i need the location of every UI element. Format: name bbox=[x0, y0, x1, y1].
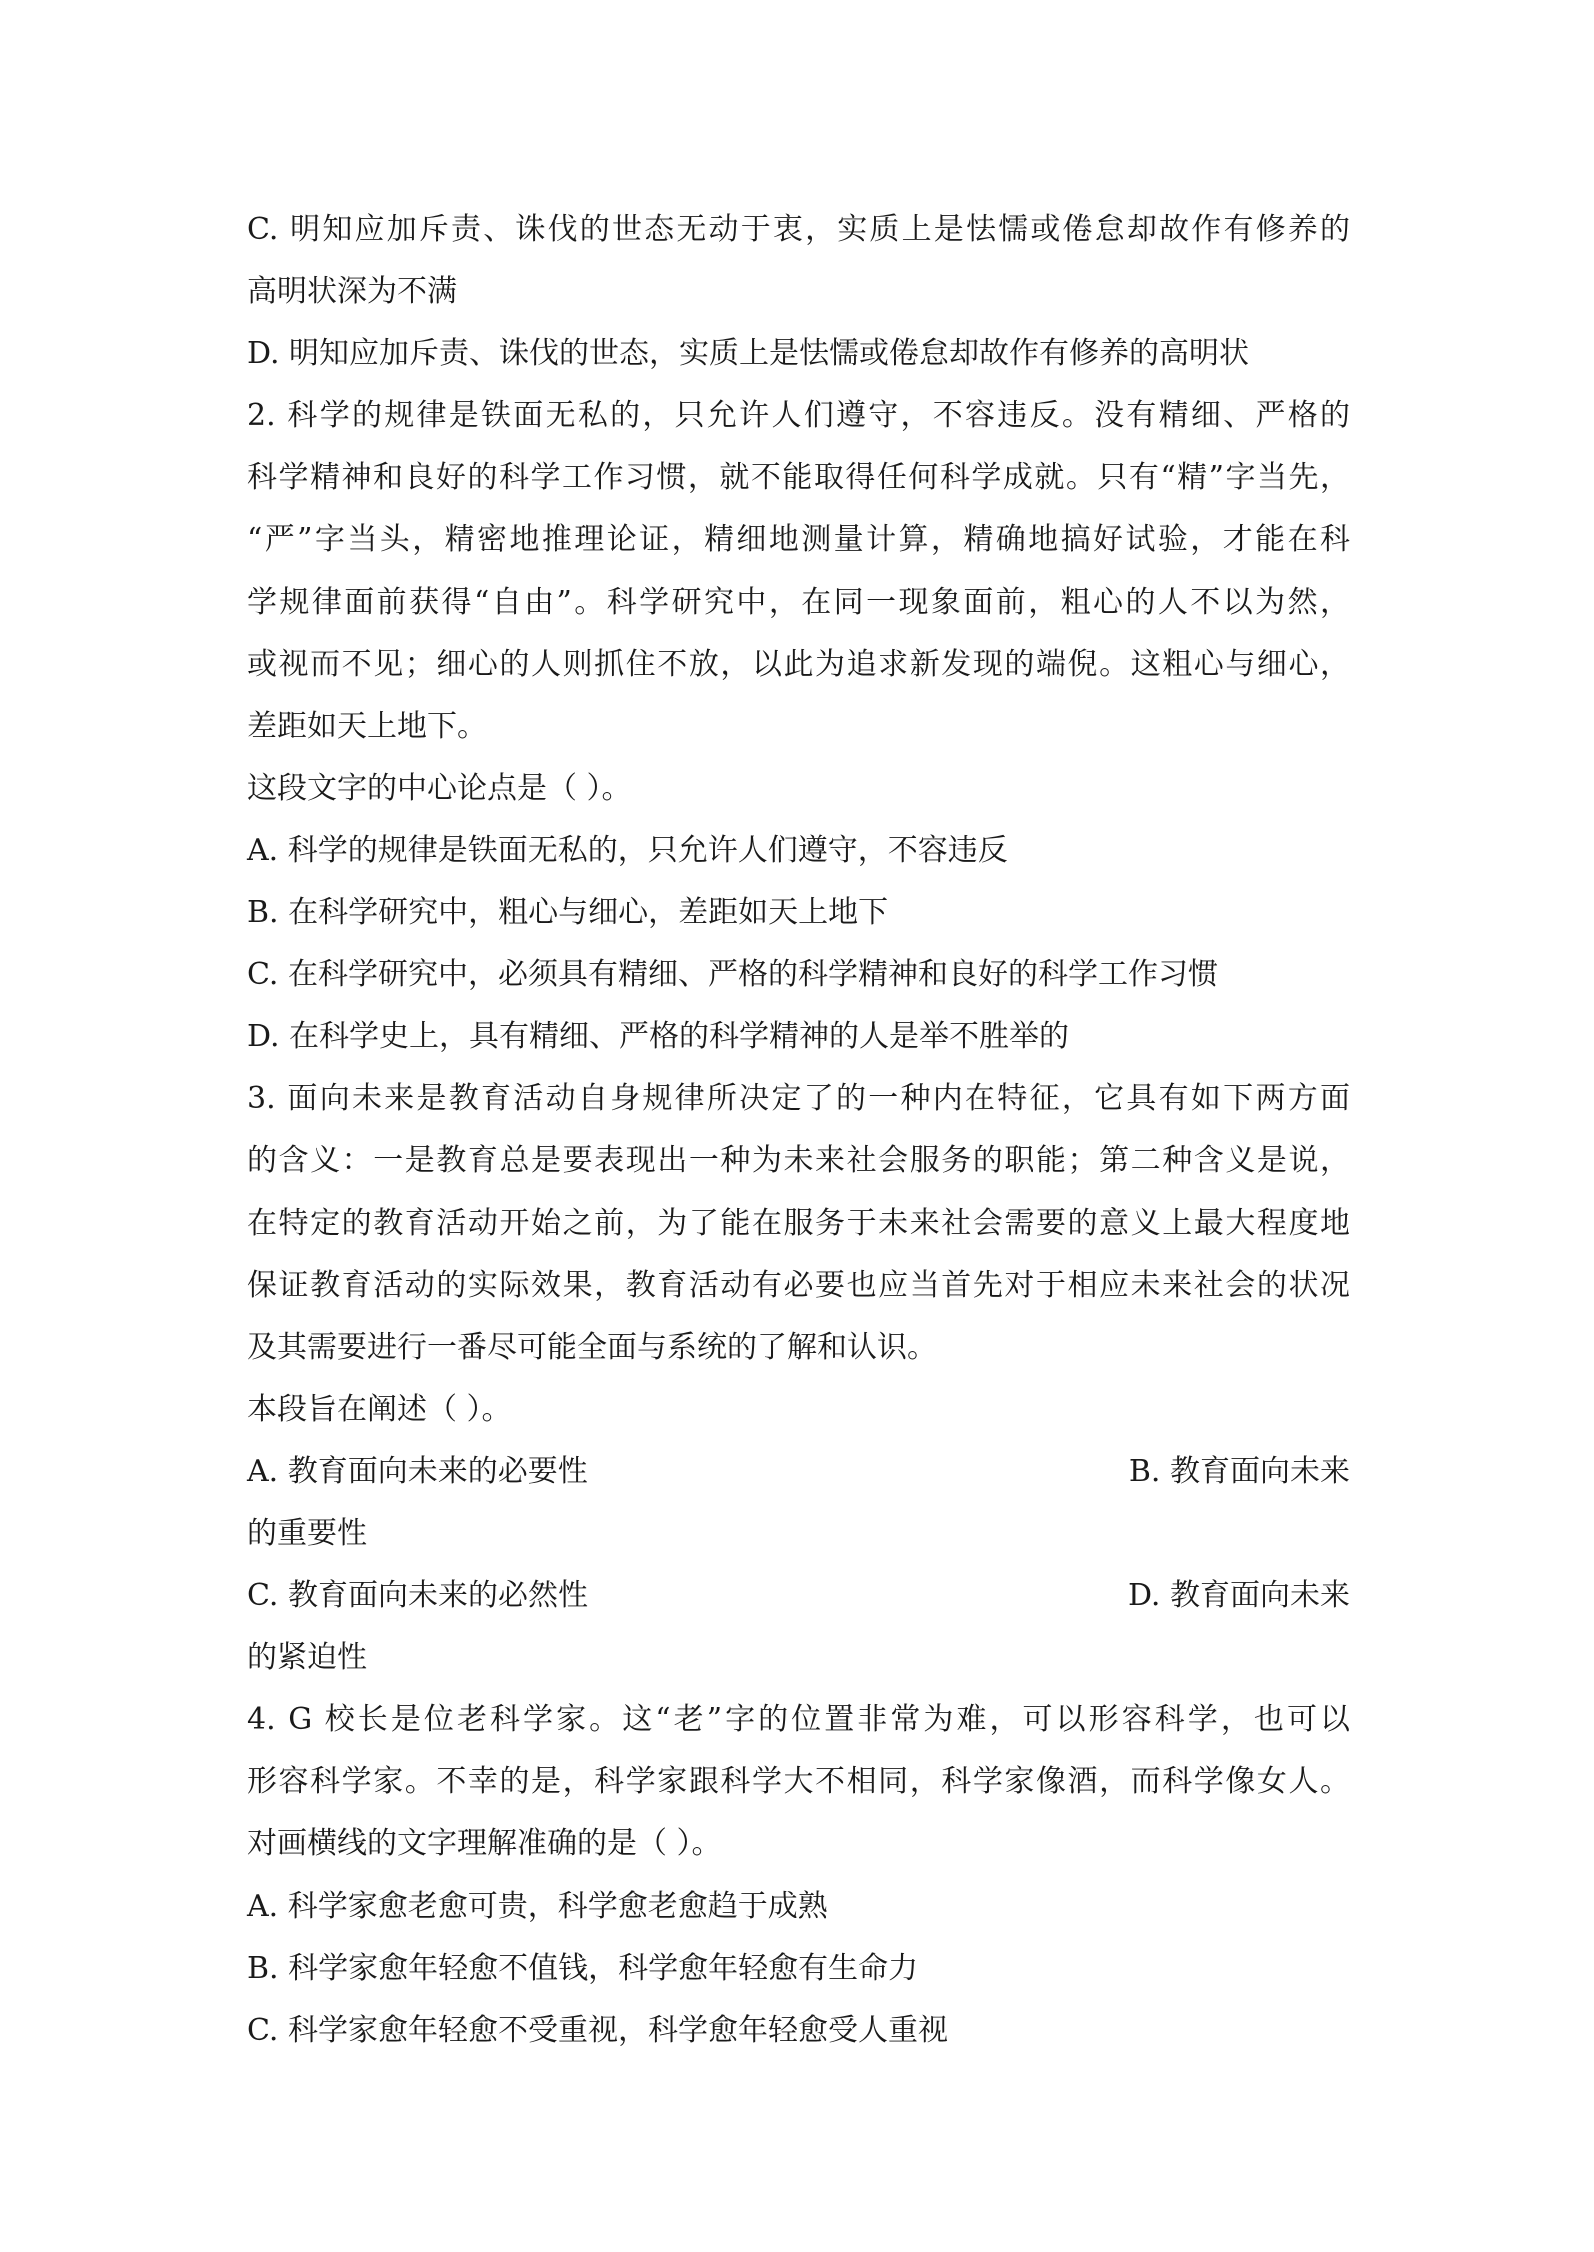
text-line: 及其需要进行一番尽可能全面与系统的了解和认识。 bbox=[247, 1329, 937, 1365]
text-line: 本段旨在阐述（ ）。 bbox=[247, 1391, 512, 1427]
text-line: 4. G 校长是位老科学家。这“老”字的位置非常为难，可以形容科学，也可以 bbox=[247, 1702, 1350, 1738]
text-line: C. 明知应加斥责、诛伐的世态无动于衷，实质上是怯懦或倦怠却故作有修养的 bbox=[247, 212, 1350, 247]
text-line bbox=[247, 1565, 1350, 1627]
text-line: A. 科学的规律是铁面无私的，只允许人们遵守，不容违反 bbox=[247, 832, 1008, 868]
text-line: 在特定的教育活动开始之前，为了能在服务于未来社会需要的意义上最大程度地 bbox=[247, 1205, 1350, 1241]
text-line: 2. 科学的规律是铁面无私的，只允许人们遵守，不容违反。没有精细、严格的 bbox=[247, 398, 1350, 434]
text-line: D. 在科学史上，具有精细、严格的科学精神的人是举不胜举的 bbox=[247, 1019, 1070, 1055]
text-line: 或视而不见；细心的人则抓住不放，以此为追求新发现的端倪。这粗心与细心， bbox=[247, 646, 1350, 682]
document-page bbox=[247, 199, 1350, 2062]
text-line: 科学精神和良好的科学工作习惯，就不能取得任何科学成就。只有“精”字当先， bbox=[247, 460, 1350, 496]
text-line: 这段文字的中心论点是（ ）。 bbox=[247, 770, 632, 806]
text-line: D. 明知应加斥责、诛伐的世态，实质上是怯懦或倦怠却故作有修养的高明状 bbox=[247, 336, 1250, 372]
text-line: 差距如天上地下。 bbox=[247, 708, 487, 744]
option-right: B. 教育面向未来 bbox=[1128, 1453, 1350, 1489]
text-line: 对画横线的文字理解准确的是（ ）。 bbox=[247, 1826, 722, 1862]
option-left: C. 教育面向未来的必然性 bbox=[247, 1578, 588, 1614]
text-line: 的紧迫性 bbox=[247, 1640, 367, 1676]
text-line: 形容科学家。不幸的是，科学家跟科学大不相同，科学家像酒，而科学像女人。 bbox=[247, 1764, 1350, 1800]
text-line: C. 科学家愈年轻愈不受重视，科学愈年轻愈受人重视 bbox=[247, 2012, 948, 2048]
text-line: 高明状深为不满 bbox=[247, 274, 457, 310]
text-line: 的含义：一是教育总是要表现出一种为未来社会服务的职能；第二种含义是说， bbox=[247, 1143, 1350, 1179]
option-right: D. 教育面向未来 bbox=[1127, 1578, 1350, 1614]
text-line: 保证教育活动的实际效果，教育活动有必要也应当首先对于相应未来社会的状况 bbox=[247, 1267, 1350, 1303]
text-line: 3. 面向未来是教育活动自身规律所决定了的一种内在特征，它具有如下两方面 bbox=[247, 1081, 1350, 1117]
text-line: 学规律面前获得“自由”。科学研究中，在同一现象面前，粗心的人不以为然， bbox=[247, 584, 1350, 620]
text-line: B. 在科学研究中，粗心与细心，差距如天上地下 bbox=[247, 895, 889, 931]
text-line: “严”字当头，精密地推理论证，精细地测量计算，精确地搞好试验，才能在科 bbox=[247, 522, 1350, 558]
text-line: 的重要性 bbox=[247, 1515, 367, 1551]
option-left: A. 教育面向未来的必要性 bbox=[247, 1453, 588, 1489]
text-line: B. 科学家愈年轻愈不值钱，科学愈年轻愈有生命力 bbox=[247, 1950, 919, 1986]
text-line: C. 在科学研究中，必须具有精细、严格的科学精神和良好的科学工作习惯 bbox=[247, 957, 1218, 993]
text-line: A. 科学家愈老愈可贵，科学愈老愈趋于成熟 bbox=[247, 1888, 828, 1924]
text-line bbox=[247, 1441, 1350, 1503]
